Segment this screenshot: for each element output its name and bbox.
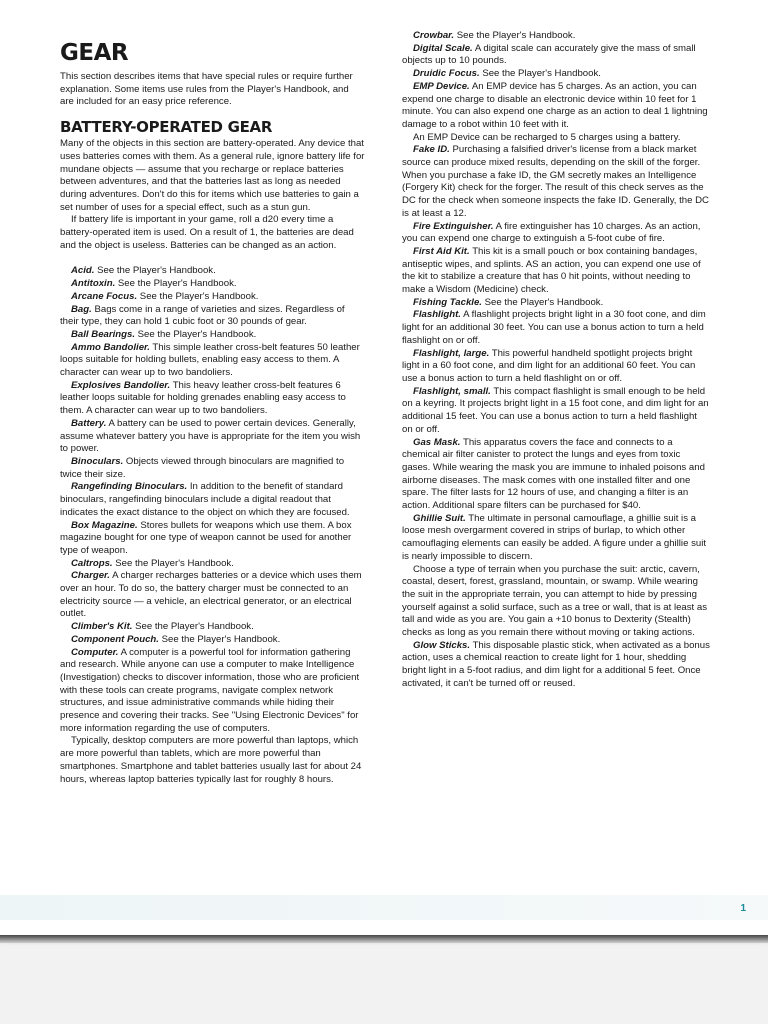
gear-entry-text: An EMP device has 5 charges. As an action, you can expend one charge to disable an electronic device within 10 feet for 1 minute. You can also expend one charge as an action to deal 1 lightning damage to a robot within 10 feet with it. [402, 80, 708, 130]
footer-band [0, 895, 768, 920]
gear-entry-text: See the Player's Handbook. [97, 265, 216, 277]
gear-entry-term: Flashlight. [413, 309, 461, 321]
gear-entry-text: A charger recharges batteries or a device which uses them over an hour. To do so, the battery charger must be connected to an electricity source — a vehicle, an electrical generator, or an electrical outlet. [60, 570, 362, 620]
gear-entry-term: Rangefinding Binoculars. [71, 481, 188, 493]
gear-entry [60, 329, 365, 342]
gear-entry [402, 30, 710, 43]
left-entry-list [60, 265, 365, 786]
gear-entry-term: Battery. [71, 417, 107, 429]
spacer [60, 252, 365, 265]
gear-entry-text: See the Player's Handbook. [484, 296, 604, 308]
gear-entry [402, 564, 710, 640]
gear-entry-text: See the Player's Handbook. [115, 557, 234, 569]
gear-entry [60, 278, 365, 291]
gear-entry-term: EMP Device. [413, 80, 470, 92]
gear-entry [402, 640, 710, 691]
gear-entry-term: Glow Sticks. [413, 639, 471, 651]
section-paragraph-1: Many of the objects in this section are battery-operated. Any device that uses batteries comes with them. As a general rule, ignore battery life for mundane objects — assume that you recharge or replace batteries between adventures, and that the batteries last as long as needed during adventures. Don't do this for items which use batteries to gain a set number of uses for a special effect, such as a stun gun. [60, 138, 365, 213]
section-heading: BATTERY-OPERATED GEAR [60, 118, 273, 137]
gear-entry-term: Digital Scale. [413, 42, 473, 54]
section-paragraph-2: If battery life is important in your game, roll a d20 every time a battery-operated item is used. On a result of 1, the batteries are dead and the object is useless. Batteries can be changed as an action. [60, 214, 354, 251]
gear-entry-term: Fishing Tackle. [413, 296, 482, 308]
gear-entry [60, 265, 365, 278]
gear-entry [60, 735, 365, 786]
gear-entry-term: Charger. [71, 570, 110, 582]
gear-entry [402, 297, 710, 310]
gear-entry [402, 68, 710, 81]
gear-entry-text: See the Player's Handbook. [456, 30, 576, 41]
gear-entry-text: A computer is a powerful tool for information gathering and research. While anyone can use a computer to make Intelligence (Investigation) checks to discover information, those who are proficient with these tools can create programs, navigate complex network structures, and issue administrative commands while hiding their presence and covering their tracks. See "Using Electronic Devices" for more information regarding the use of computers. [60, 646, 360, 734]
gear-entry-text: Stores bullets for weapons which use them. A box magazine bought for one type of weapon cannot be used for another type of weapon. [60, 519, 352, 556]
gear-entry-text: This simple leather cross-belt features 50 leather loops suitable for holding bullets, enabling easy access to them. A character can wear up to two bandoliers. [60, 341, 360, 379]
gear-entry-term: Acid. [71, 265, 95, 277]
gear-entry-text: See the Player's Handbook. [135, 621, 254, 633]
gear-entry [402, 348, 710, 386]
gear-entry [60, 647, 365, 736]
gear-entry-text: A fire extinguisher has 10 charges. As an action, you can expend one charge to extinguish a 5-foot cube of fire. [402, 220, 701, 245]
gear-entry-text: See the Player's Handbook. [137, 328, 257, 340]
page-title: GEAR [60, 40, 129, 66]
page-shadow [0, 935, 768, 943]
gear-entry-text: Typically, desktop computers are more powerful than laptops, which are more powerful than tablets, which are more powerful than smartphones. Smartphone and tablet batteries usually last for about 24 hours, whereas laptop batteries typically last for roughly 8 hours. [60, 735, 362, 785]
intro-paragraph: This section describes items that have special rules or require further explanation. Some items use rules from the Player's Handbook, and are included for an easy price reference. [60, 71, 353, 108]
gear-entry-term: Fire Extinguisher. [413, 220, 494, 232]
page-number: 1 [740, 903, 746, 914]
gear-entry-term: Binoculars. [71, 455, 124, 467]
gear-entry [60, 418, 365, 456]
gear-entry-text: An EMP Device can be recharged to 5 charges using a battery. [413, 131, 681, 143]
gear-entry-text: A digital scale can accurately give the mass of small objects up to 10 pounds. [402, 42, 696, 67]
gear-entry-term: Druidic Focus. [413, 68, 480, 80]
gear-entry-text: See the Player's Handbook. [139, 290, 259, 302]
gear-entry-text: The ultimate in personal camouflage, a ghillie suit is a loose mesh overgarment covered in strips of burlap, to which other camouflaging elements can easily be added. A figure under a ghillie suit is nearly impossible to discern. [402, 512, 706, 562]
gear-entry-term: Box Magazine. [71, 519, 138, 531]
gear-entry [402, 309, 710, 347]
gear-entry-text: A battery can be used to power certain devices. Generally, assume whatever battery you have is appropriate for the item you wish to power. [60, 417, 361, 455]
gear-entry [402, 132, 710, 145]
gear-entry-term: Flashlight, small. [413, 385, 491, 397]
gear-entry-text: This apparatus covers the face and connects to a chemical air filter canister to protect the lungs and eyes from toxic gases. While wearing the mask you are immune to inhaled poisons and airborne diseases. The mask comes with one installed filter and one spare. The filter lasts for 12 hours of use, and changing a filter is an action. Additional spare filters can be purchased for $40. [402, 436, 705, 512]
gear-entry [402, 43, 710, 68]
gear-entry-term: Bag. [71, 303, 92, 315]
gear-entry [60, 520, 365, 558]
gear-entry [402, 513, 710, 564]
gear-entry-term: Crowbar. [413, 30, 455, 41]
gear-entry-text: Objects viewed through binoculars are magnified to twice their size. [60, 455, 345, 480]
gear-entry-text: See the Player's Handbook. [161, 633, 281, 645]
gear-entry-term: Computer. [71, 646, 119, 658]
gear-entry-text: This powerful handheld spotlight projects bright light in a 60 foot cone, and dim light for an additional 60 feet. You can use a bonus action to turn a held flashlight on or off. [402, 347, 696, 384]
gear-entry [60, 291, 365, 304]
gear-entry-term: Arcane Focus. [71, 290, 138, 302]
right-entry-list [402, 30, 710, 691]
gear-entry [60, 558, 365, 571]
gear-entry [60, 342, 365, 380]
gear-entry-text: Purchasing a falsified driver's license from a black market source can produce mixed results, depending on the skill of the forger. When you purchase a fake ID, the GM secretly makes an Intelligence (Forgery Kit) check for the forger. The result of this check serves as the DC for the check when someone inspects the fake ID. Generally, the DC is at least a 12. [402, 144, 709, 219]
gear-entry [402, 221, 710, 246]
gear-entry-term: Climber's Kit. [71, 621, 133, 633]
gear-entry-text: In addition to the benefit of standard binoculars, rangefinding binoculars include a digital readout that indicates the exact distance to the object on which they are focused. [60, 481, 350, 518]
gear-entry [60, 634, 365, 647]
gear-entry [60, 380, 365, 418]
gear-entry [60, 570, 365, 621]
gear-entry-term: First Aid Kit. [413, 245, 470, 257]
gear-entry [402, 144, 710, 220]
gear-entry [60, 304, 365, 329]
gear-entry-term: Caltrops. [71, 557, 113, 569]
gear-entry [402, 437, 710, 513]
gear-entry-text: Bags come in a range of varieties and sizes. Regardless of their type, they can hold 1 cubic foot or 30 pounds of gear. [60, 303, 345, 328]
gear-entry-term: Gas Mask. [413, 436, 461, 448]
gear-entry [402, 81, 710, 132]
gear-entry [402, 246, 710, 297]
gear-entry-text: This heavy leather cross-belt features 6 leather loops suitable for holding grenades enabling easy access to them. A character can wear up to two bandoliers. [60, 379, 346, 417]
gear-entry [60, 481, 365, 519]
gear-entry [60, 621, 365, 634]
left-column [60, 34, 365, 786]
gear-entry-text: See the Player's Handbook. [117, 278, 237, 290]
gear-entry-term: Fake ID. [413, 144, 450, 156]
gear-entry-text: See the Player's Handbook. [482, 68, 601, 80]
gear-entry-term: Ammo Bandolier. [71, 341, 150, 353]
gear-entry-term: Ball Bearings. [71, 328, 135, 340]
gear-entry-term: Ghillie Suit. [413, 512, 466, 524]
gear-entry [60, 456, 365, 481]
gear-entry-text: Choose a type of terrain when you purchase the suit: arctic, cavern, coastal, desert, forest, grassland, mountain, or swamp. While wearing the suit in the appropriate terrain, you can attempt to hide by pressing yourself against a solid surface, such as a tree or wall, that is at least as tall and wide as you are. You gain a +10 bonus to Dexterity (Stealth) checks as long as you remain there without moving or taking actions. [402, 563, 708, 639]
gear-entry [402, 386, 710, 437]
gear-entry-text: A flashlight projects bright light in a 30 foot cone, and dim light for an additional 30 feet. You can use a bonus action to turn a held flashlight on or off. [402, 309, 706, 346]
gear-entry-term: Explosives Bandolier. [71, 379, 171, 391]
gear-entry-text: This disposable plastic stick, when activated as a bonus action, uses a chemical reaction to create light for 1 hour, shedding bright light in a 5-foot radius, and dim light for a additional 5 feet. Once activated, it can't be turned off or reused. [402, 639, 710, 689]
gear-entry-text: This kit is a small pouch or box containing bandages, antiseptic wipes, and splints. AS an action, you can expend one use of the kit to stabilize a creature that has 0 hit points, without needing to make a Wisdom (Medicine) check. [402, 245, 701, 296]
right-column [402, 30, 710, 691]
gear-entry-term: Component Pouch. [71, 633, 159, 645]
gear-entry-term: Antitoxin. [71, 278, 116, 290]
gear-entry-text: This compact flashlight is small enough to be held on a keyring. It projects bright light in a 15 foot cone, and dim light for an additional 15 feet. You can use a bonus action to turn a held flashlight on or off. [402, 385, 709, 435]
gear-entry-term: Flashlight, large. [413, 347, 490, 359]
